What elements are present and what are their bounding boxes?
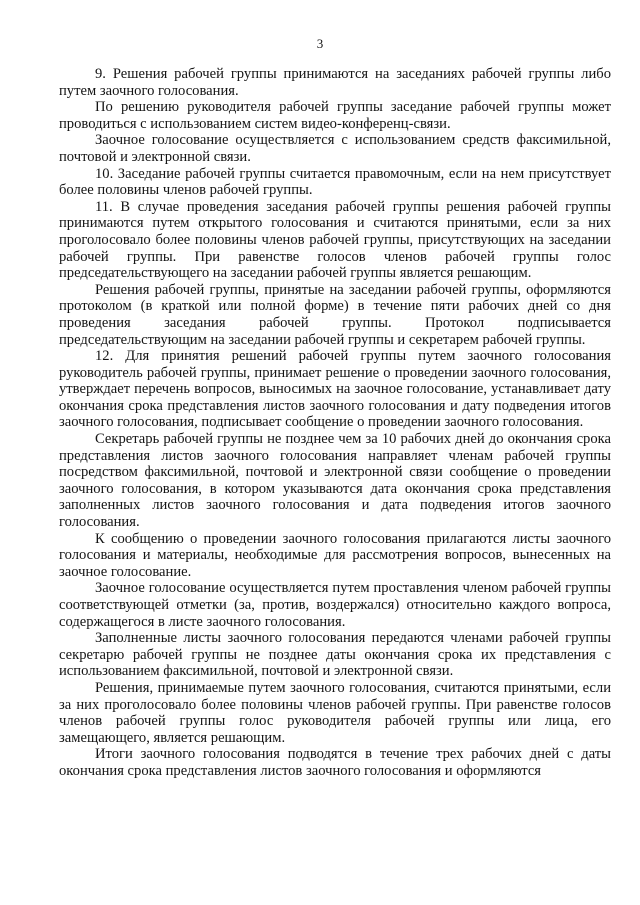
page-number: 3 [316, 36, 324, 51]
paragraph-protocol: Решения рабочей группы, принятые на заседании рабочей группы, оформляются протоколом (в краткой или полной форме) в течение пяти рабочих дней со дня проведения заседания рабочей группы. Протокол подписывается председательствующим на заседании рабочей группы и секретарем рабочей группы. [59, 281, 611, 348]
paragraph-secretary-notice: Секретарь рабочей группы не позднее чем за 10 рабочих дней до окончания срока представления листов заочного голосования направляет членам рабочей группы посредством факсимильной, почтовой и электронной связи сообщение о проведении заочного голосования, в котором указываются дата окончания срока представления заполненных листов заочного голосования и дата подведения итогов заочного голосования. [59, 431, 611, 531]
paragraph-9: 9. Решения рабочей группы принимаются на заседаниях рабочей группы либо путем заочного голосования. [59, 66, 611, 99]
paragraph-12: 12. Для принятия решений рабочей группы путем заочного голосования руководитель рабочей группы, принимает решение о проведении заочного голосования, утверждает перечень вопросов, выносимых на заочное голосование, устанавливает дату окончания срока представления листов заочного голосования и дату подведения итогов заочного голосования, подписывает сообщение о проведении заочного голосования. [59, 348, 611, 431]
document-body [59, 66, 611, 780]
paragraph-absentee-voting-means: Заочное голосование осуществляется с использованием средств факсимильной, почтовой и электронной связи. [59, 132, 611, 165]
paragraph-10: 10. Заседание рабочей группы считается правомочным, если на нем присутствует более половины членов рабочей группы. [59, 165, 611, 199]
paragraph-absentee-decisions: Решения, принимаемые путем заочного голосования, считаются принятыми, если за них проголосовало более половины членов рабочей группы. При равенстве голосов членов рабочей группы голос руководителя рабочей группы или лица, его замещающего, является решающим. [59, 679, 611, 746]
paragraph-video-conference: По решению руководителя рабочей группы заседание рабочей группы может проводиться с использованием систем видео-конференц-связи. [59, 99, 611, 132]
paragraph-voting-sheets: К сообщению о проведении заочного голосования прилагаются листы заочного голосования и материалы, необходимые для рассмотрения вопросов, вынесенных на заочное голосование. [59, 530, 611, 580]
paragraph-11: 11. В случае проведения заседания рабочей группы решения рабочей группы принимаются путем открытого голосования и считаются принятыми, если за них проголосовало более половины членов рабочей группы, присутствующих на заседании рабочей группы. При равенстве голосов членов рабочей группы голос председательствующего на заседании рабочей группы является решающим. [59, 198, 611, 282]
paragraph-sheets-submission: Заполненные листы заочного голосования передаются членами рабочей группы секретарю рабочей группы не позднее даты окончания срока их представления с использованием факсимильной, почтовой и электронной связи. [59, 630, 611, 680]
paragraph-voting-procedure: Заочное голосование осуществляется путем проставления членом рабочей группы соответствующей отметки (за, против, воздержался) относительно каждого вопроса, содержащегося в листе заочного голосования. [59, 580, 611, 630]
paragraph-voting-results: Итоги заочного голосования подводятся в течение трех рабочих дней с даты окончания срока представления листов заочного голосования и оформляются [59, 746, 611, 779]
